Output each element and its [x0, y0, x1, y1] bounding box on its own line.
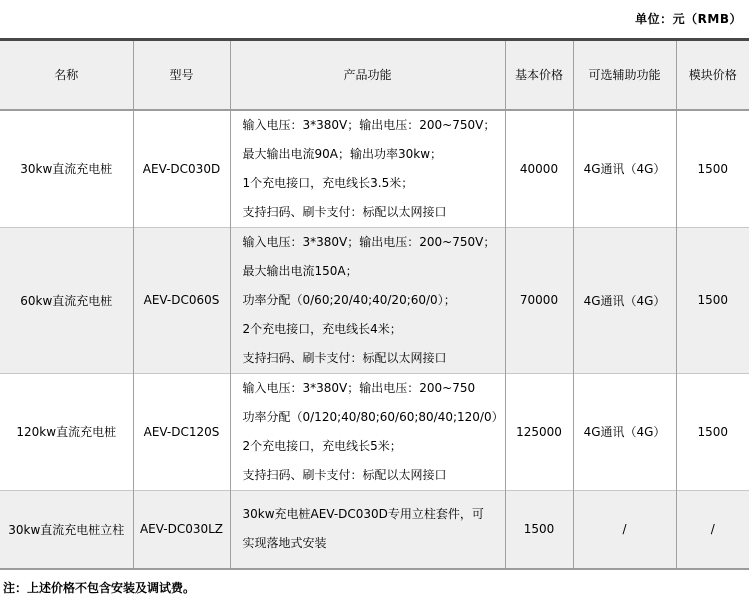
header-row: [0, 40, 749, 110]
table-row: [0, 373, 749, 490]
name-cell: 60kw直流充电桩: [0, 227, 133, 373]
features-cell: [230, 110, 505, 228]
features-cell: [230, 227, 505, 373]
name-cell: 30kw直流充电桩: [20, 162, 113, 176]
base-price-cell: 70000: [505, 227, 573, 373]
table-row: [0, 227, 749, 373]
column-header: 产品功能: [230, 40, 505, 110]
module-price-cell: 1500: [676, 110, 749, 228]
base-price-cell: 40000: [505, 110, 573, 228]
model-cell: AEV-DC030LZ: [133, 490, 230, 569]
module-price-cell: 1500: [676, 227, 749, 373]
feature-line: 最大输出电流90A；输出功率30kw；: [242, 146, 443, 161]
table-header: [0, 40, 749, 110]
column-header: 模块价格: [676, 40, 749, 110]
features-cell: [230, 373, 505, 490]
feature-line: 1个充电接口，充电线长3.5米；: [242, 175, 414, 190]
column-header: 型号: [133, 40, 230, 110]
feature-line: 2个充电接口，充电线长5米；: [242, 438, 402, 453]
aux-function-cell: /: [573, 490, 676, 569]
feature-line: 输入电压：3*380V；输出电压：200~750V；: [242, 117, 496, 132]
feature-line: 支持扫码、刷卡支付：标配以太网接口: [242, 204, 447, 219]
model-cell: AEV-DC120S: [133, 373, 230, 490]
base-price-cell: 1500: [505, 490, 573, 569]
feature-line: 输入电压：3*380V；输出电压：200~750: [242, 380, 476, 395]
unit-label: 单位：元（RMB）: [635, 12, 742, 26]
aux-function-cell: 4G通讯（4G）: [573, 373, 676, 490]
base-price-cell: 125000: [505, 373, 573, 490]
aux-function-cell: 4G通讯（4G）: [573, 110, 676, 228]
model-cell: AEV-DC030D: [133, 110, 230, 228]
feature-line: 最大输出电流150A；: [242, 263, 358, 278]
feature-line: 支持扫码、刷卡支付：标配以太网接口: [242, 467, 447, 482]
table-row: [0, 110, 749, 228]
footer-note: 注：上述价格不包含安装及调试费。: [3, 581, 196, 595]
price-table-body: [0, 110, 749, 570]
feature-line: 输入电压：3*380V；输出电压：200~750V；: [242, 234, 496, 249]
aux-function-cell: 4G通讯（4G）: [573, 227, 676, 373]
feature-line: 功率分配（0/120;40/80;60/60;80/40;120/0）: [242, 409, 504, 424]
table-row: [0, 490, 749, 569]
feature-line: 2个充电接口，充电线长4米；: [242, 321, 402, 336]
name-cell: 120kw直流充电桩: [0, 373, 133, 490]
column-header: 名称: [0, 40, 133, 110]
column-header: 可选辅助功能: [573, 40, 676, 110]
price-table: [0, 38, 749, 570]
name-cell: 30kw直流充电桩立柱: [0, 490, 133, 569]
model-cell: AEV-DC060S: [133, 227, 230, 373]
feature-line: 功率分配（0/60;20/40;40/20;60/0）；: [242, 292, 456, 307]
features-cell: [230, 490, 505, 569]
column-header: 基本价格: [505, 40, 573, 110]
module-price-cell: /: [676, 490, 749, 569]
feature-line: 30kw充电桩AEV-DC030D专用立柱套件，可实现落地式安装: [242, 507, 484, 551]
module-price-cell: 1500: [676, 373, 749, 490]
feature-line: 支持扫码、刷卡支付：标配以太网接口: [242, 350, 447, 365]
